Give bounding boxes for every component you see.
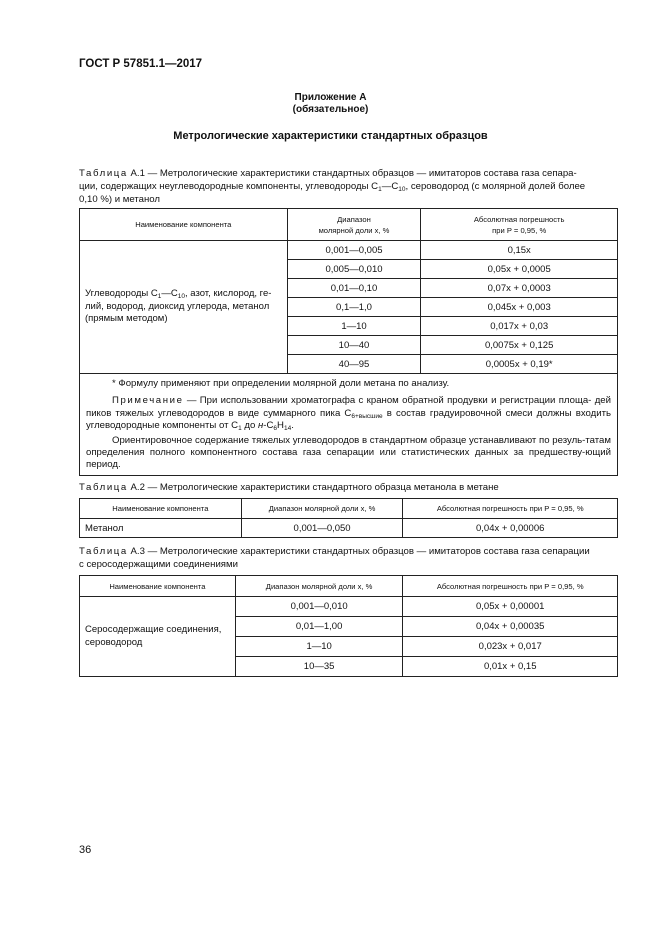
table1-note-part5: до [241, 420, 258, 432]
table1-error-cell: 0,017x + 0,03 [421, 317, 618, 336]
table2-header-error: Абсолютная погрешность при P = 0,95, % [403, 499, 618, 519]
table2-label: Таблица [79, 482, 128, 493]
table1-error-cell: 0,15x [421, 241, 618, 260]
table1-component-pre: Углеводороды С [85, 288, 158, 300]
table3-header-range: Диапазон молярной доли x, % [235, 576, 403, 597]
table3-number: А.3 [130, 546, 145, 557]
table1-note-sub-c1: 1 [238, 425, 242, 433]
table2-header-range: Диапазон молярной доли x, % [241, 499, 403, 519]
table3-component-line2: сероводород [85, 636, 143, 648]
table2-header-row [80, 499, 618, 519]
table3-label: Таблица [79, 546, 128, 557]
table1-note [86, 395, 611, 432]
table3-component-line1: Серосодержащие соединения, [85, 624, 222, 635]
table1-caption-line3: 0,10 %) и метанол [79, 194, 161, 205]
table1-caption-mid: —С [381, 181, 399, 192]
table-row [80, 597, 618, 617]
table1-component-post: , азот, кислород, ге- [185, 288, 272, 300]
table1-note-part2: дей пиков тяжелых углеводородов в виде суммарного пика С [86, 395, 611, 419]
table1-note-part8: . [291, 420, 294, 432]
table1-range-cell: 0,001—0,005 [287, 241, 421, 260]
table3-header-row [80, 576, 618, 597]
table1-header-error [421, 209, 618, 241]
table1-range-cell: 0,01—0,10 [287, 279, 421, 298]
table1-error-cell: 0,0075x + 0,125 [421, 336, 618, 355]
table-a2 [79, 498, 618, 538]
table1-note-sub-14: 14 [283, 425, 292, 433]
table1-note-part6: -С [263, 420, 274, 432]
table1-caption-sub1: 1 [378, 186, 382, 193]
table1-header-range-line1: Диапазон [337, 214, 371, 224]
table2-error-cell: 0,04x + 0,00006 [403, 519, 618, 538]
table3-caption-line2: с серосодержащими соединениями [79, 559, 238, 570]
table2-caption-text: — Метрологические характеристики стандартного образца метанола в метане [144, 482, 499, 493]
table1-component-sub2: 10 [177, 293, 185, 301]
appendix-status: (обязательное) [292, 104, 369, 115]
table1-caption-line2-end: , сероводород (с молярной долей более [405, 181, 586, 192]
table1-range-cell: 0,1—1,0 [287, 298, 421, 317]
table2-number: А.2 [130, 482, 145, 493]
table1-header-error-line2: при P = 0,95, % [492, 225, 547, 235]
table3-header-component: Наименование компонента [80, 576, 236, 597]
table1-notes-cell [80, 374, 618, 476]
table-a1 [79, 208, 618, 476]
table1-component-line3: (прямым методом) [85, 313, 168, 325]
table3-range-cell: 10—35 [235, 657, 403, 677]
table1-number: А.1 [130, 168, 145, 179]
table3-header-error: Абсолютная погрешность при P = 0,95, % [403, 576, 618, 597]
table3-caption [79, 545, 617, 571]
table3-range-cell: 0,001—0,010 [235, 597, 403, 617]
table2-caption [79, 481, 617, 494]
table1-caption [79, 167, 617, 206]
table1-header-error-line1: Абсолютная погрешность [473, 214, 565, 224]
table3-range-cell: 1—10 [235, 637, 403, 657]
section-title: Метрологические характеристики стандартных образцов [173, 130, 488, 142]
table1-range-cell: 1—10 [287, 317, 421, 336]
table1-caption-line1: — Метрологические характеристики стандартных образцов — имитаторов состава газа сепара- [144, 168, 577, 179]
table1-component-sub1: 1 [157, 293, 162, 301]
table1-note-part1: — При использовании хроматографа с краном обратной продувки и регистрации площа- [183, 395, 592, 407]
table1-header-component: Наименование компонента [80, 209, 288, 241]
appendix-title: Приложение А [294, 92, 367, 103]
table1-header-row [80, 209, 618, 241]
table2-header-component: Наименование компонента [80, 499, 242, 519]
table1-range-cell: 10—40 [287, 336, 421, 355]
table1-component-line2: лий, водород, диоксид углерода, метанол [85, 300, 270, 312]
page-number: 36 [79, 844, 92, 856]
table3-error-cell: 0,01x + 0,15 [403, 657, 618, 677]
table1-component-mid: —С [161, 288, 178, 300]
table3-caption-line1: — Метрологические характеристики стандартных образцов — имитаторов состава газа сепарации [144, 546, 590, 557]
table-row [80, 241, 618, 260]
table2-range-cell: 0,001—0,050 [241, 519, 403, 538]
table1-notes-row [80, 374, 618, 476]
table1-error-cell: 0,05x + 0,0005 [421, 260, 618, 279]
table1-note-sub-6: 6 [273, 425, 278, 433]
table1-error-cell: 0,07x + 0,0003 [421, 279, 618, 298]
table1-note-label: Примечание [112, 395, 184, 407]
table-row [80, 519, 618, 538]
table1-footnote: * Формулу применяют при определении молярной доли метана по анализу. [112, 378, 450, 389]
table1-caption-sub2: 10 [398, 186, 406, 193]
table1-error-cell: 0,0005x + 0,19* [421, 355, 618, 374]
table1-header-range-line2: молярной доли x, % [318, 225, 390, 235]
table1-note-part3: в состав градуировочной смеси должны [382, 407, 572, 419]
table1-note-part4: входить углеводородные компоненты от С [86, 407, 611, 432]
table1-error-cell: 0,045x + 0,003 [421, 298, 618, 317]
table1-note-paragraph2: Ориентировочное содержание тяжелых углеводородов в стандартном образце устанавливают по резуль-татам определения полного компонентного состава газа сепарации или статистических данных за предшеству-ющий период. [86, 434, 611, 471]
table1-range-cell: 40—95 [287, 355, 421, 374]
table2-component-cell: Метанол [80, 519, 242, 538]
table3-range-cell: 0,01—1,00 [235, 617, 403, 637]
table1-component-cell [80, 241, 288, 374]
table1-note-sub: 6+высшие [351, 412, 383, 420]
table-a3 [79, 575, 618, 677]
document-header: ГОСТ Р 57851.1—2017 [79, 58, 203, 70]
table3-error-cell: 0,023x + 0,017 [403, 637, 618, 657]
table1-label: Таблица [79, 168, 128, 179]
table1-caption-line2: ции, содержащих неуглеводородные компоненты, углеводороды С [79, 181, 379, 192]
table1-note-part7: Н [277, 420, 284, 432]
table1-range-cell: 0,005—0,010 [287, 260, 421, 279]
table1-note-n: н [257, 420, 264, 432]
table3-error-cell: 0,05x + 0,00001 [403, 597, 618, 617]
table1-header-range [287, 209, 421, 241]
table3-component-cell [80, 597, 236, 677]
table3-error-cell: 0,04x + 0,00035 [403, 617, 618, 637]
